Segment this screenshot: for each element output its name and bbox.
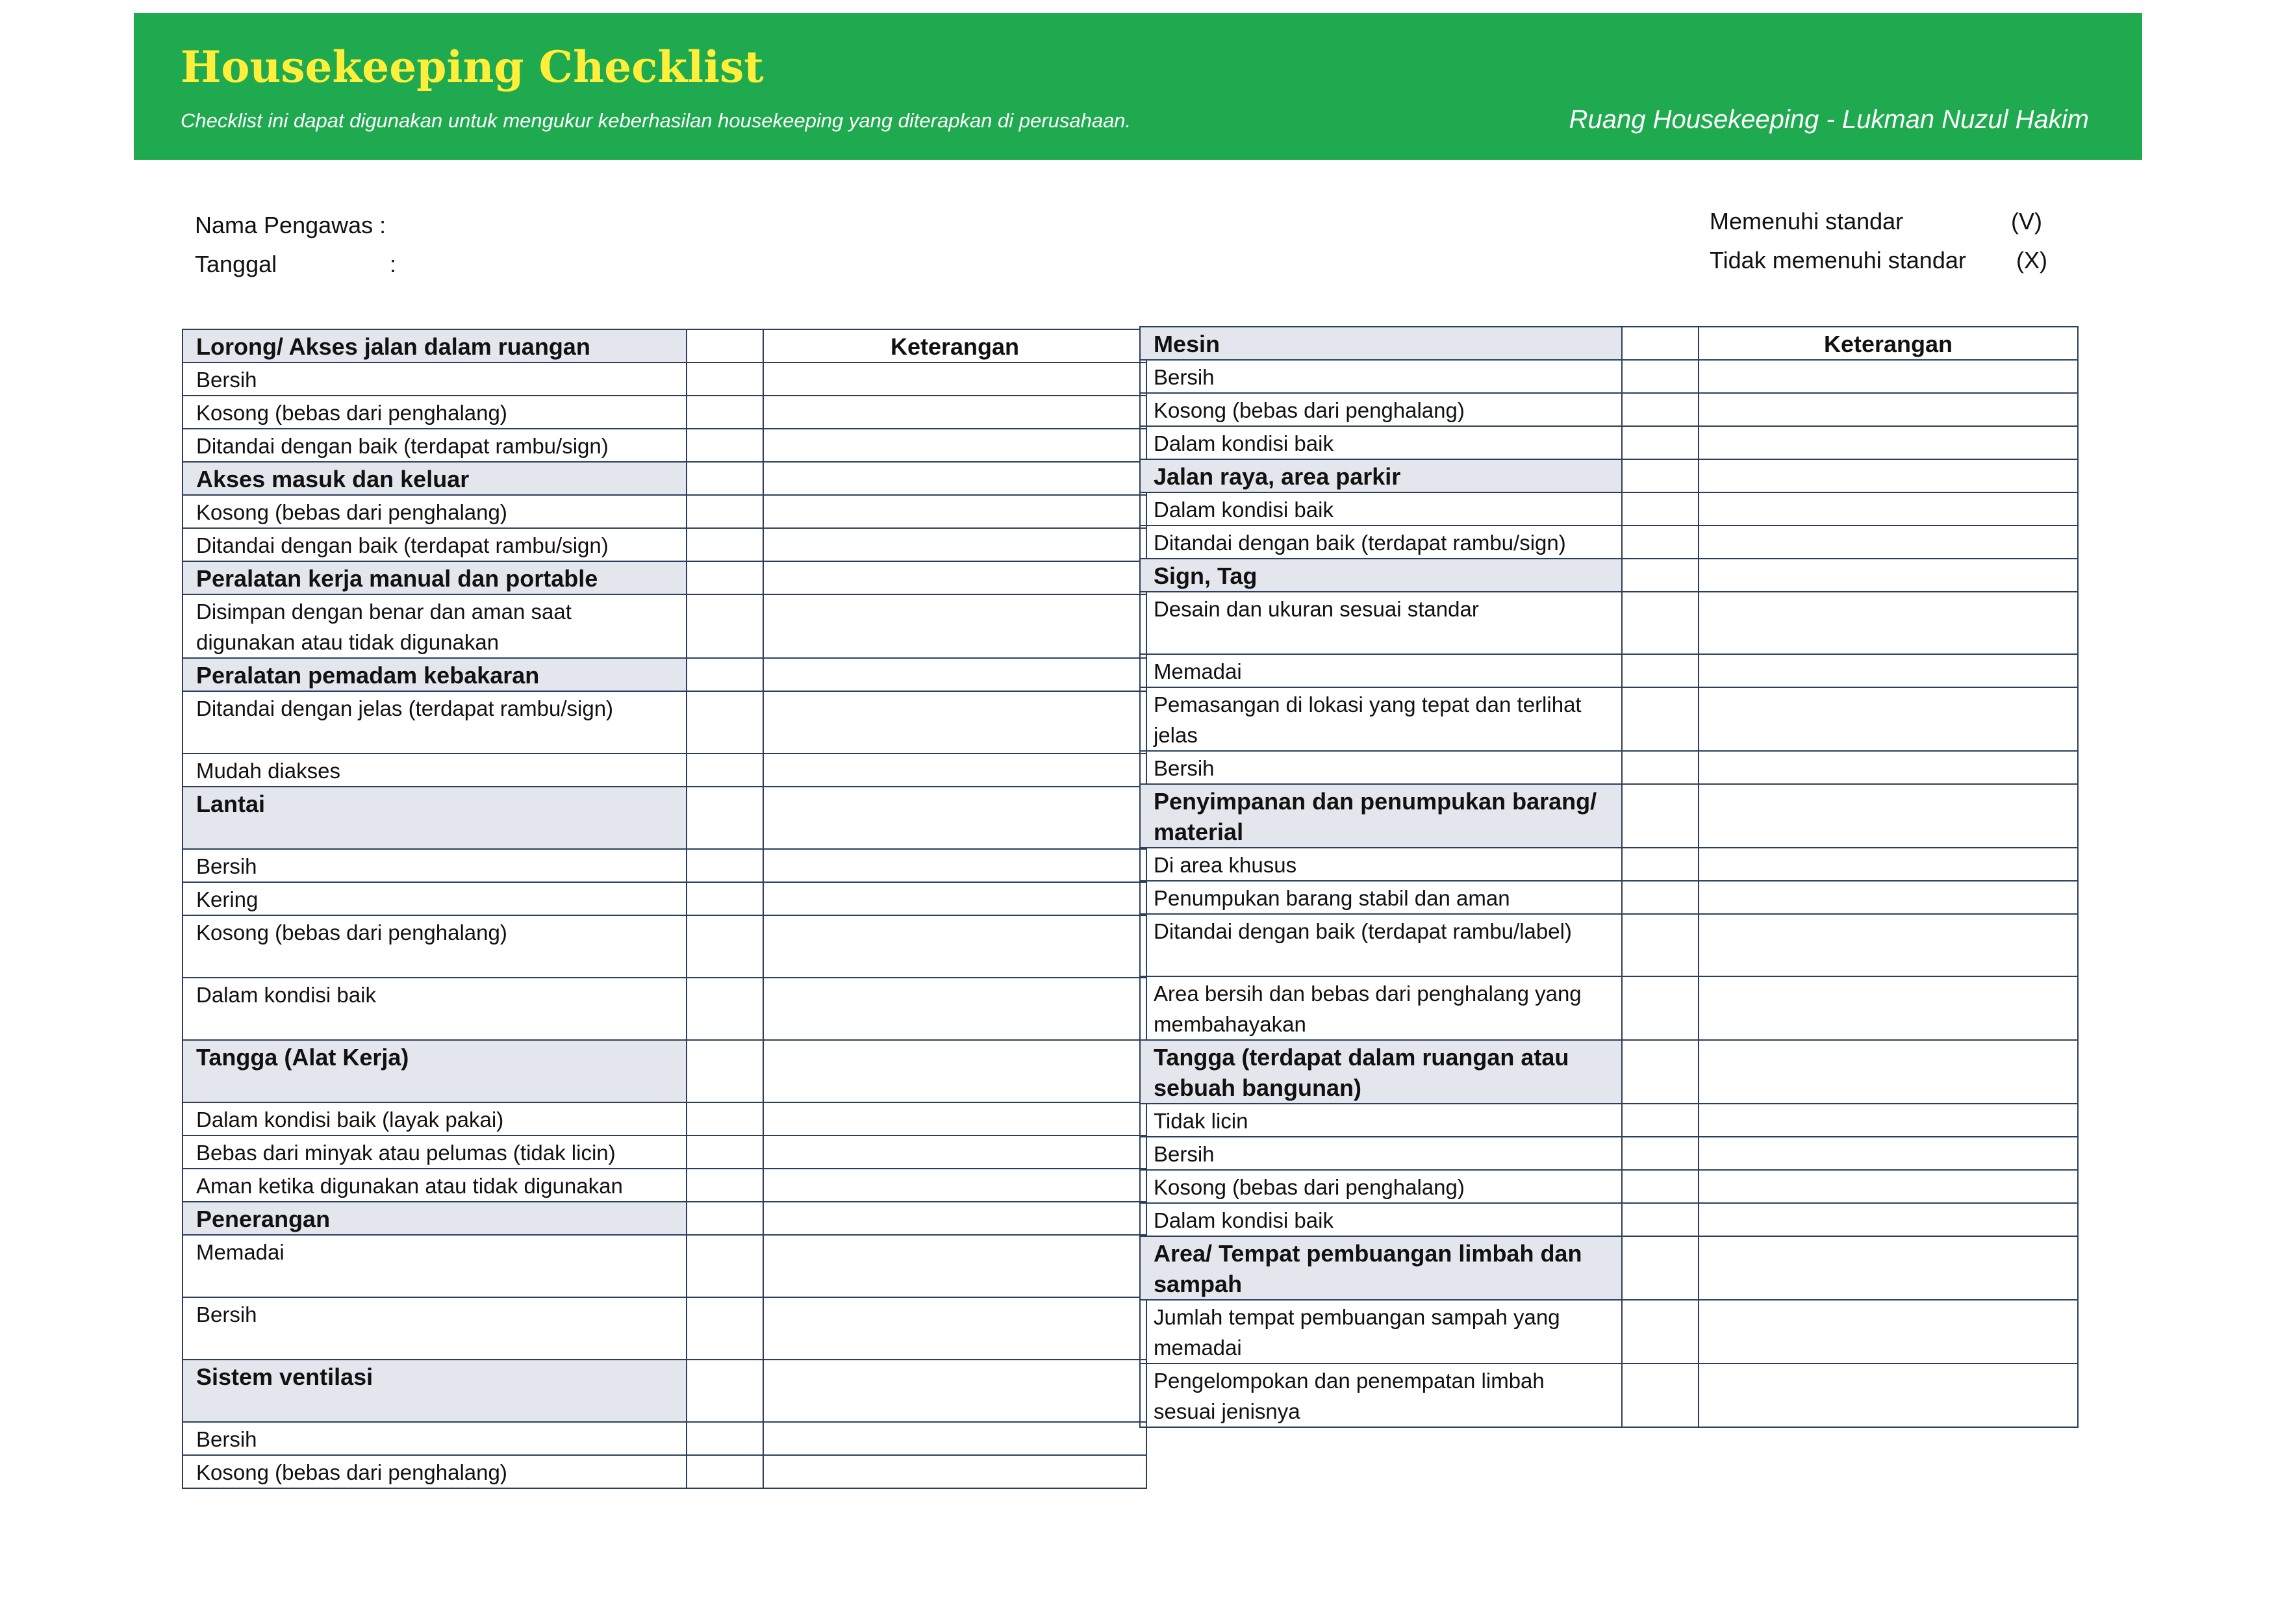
check-cell[interactable]: [687, 849, 763, 882]
keterangan-cell[interactable]: [1699, 393, 2078, 426]
item-label: Dalam kondisi baik: [183, 978, 687, 1040]
author-credit: Ruang Housekeeping - Lukman Nuzul Hakim: [1569, 105, 2089, 134]
check-cell[interactable]: [1622, 426, 1699, 459]
left-item-row: [183, 429, 1146, 462]
right-item-row: [1140, 914, 2078, 976]
keterangan-cell[interactable]: [763, 754, 1146, 787]
keterangan-cell[interactable]: [763, 978, 1146, 1040]
left-item-row: [183, 396, 1146, 429]
left-item-row: [183, 754, 1146, 787]
item-label: Bersih: [183, 362, 687, 396]
right-item-row: [1140, 881, 2078, 914]
right-section-row: [1140, 327, 2078, 360]
keterangan-cell[interactable]: [1699, 459, 2078, 492]
keterangan-cell[interactable]: [763, 462, 1146, 495]
right-item-row: [1140, 848, 2078, 881]
item-label: Pemasangan di lokasi yang tepat dan terlihat jelas: [1140, 687, 1622, 751]
item-label: Ditandai dengan jelas (terdapat rambu/sign): [183, 691, 687, 754]
item-label: Kosong (bebas dari penghalang): [183, 495, 687, 528]
keterangan-cell[interactable]: [763, 396, 1146, 429]
keterangan-cell[interactable]: [763, 1297, 1146, 1360]
check-cell[interactable]: [1622, 914, 1699, 976]
keterangan-cell[interactable]: [763, 1040, 1146, 1102]
left-section-row: [183, 787, 1146, 849]
check-cell[interactable]: [687, 1455, 763, 1488]
section-heading: Peralatan kerja manual dan portable: [183, 561, 687, 594]
left-section-row: [183, 1040, 1146, 1102]
keterangan-cell[interactable]: [1699, 1170, 2078, 1203]
keterangan-cell[interactable]: [763, 429, 1146, 462]
legend-meets-mark: (V): [2011, 208, 2042, 235]
right-item-row: [1140, 1364, 2078, 1427]
item-label: Memadai: [1140, 654, 1622, 687]
check-cell[interactable]: [687, 1297, 763, 1360]
item-label: Kosong (bebas dari penghalang): [183, 1455, 687, 1488]
left-item-row: [183, 528, 1146, 561]
item-label: Bersih: [1140, 1137, 1622, 1170]
item-label: Bebas dari minyak atau pelumas (tidak licin): [183, 1136, 687, 1169]
item-label: Penumpukan barang stabil dan aman: [1140, 881, 1622, 914]
left-section-row: [183, 658, 1146, 691]
check-cell[interactable]: [1622, 492, 1699, 526]
item-label: Tidak licin: [1140, 1104, 1622, 1137]
check-cell[interactable]: [687, 594, 763, 658]
left-item-row: [183, 1102, 1146, 1136]
keterangan-cell[interactable]: [763, 1169, 1146, 1202]
right-item-row: [1140, 393, 2078, 426]
keterangan-cell[interactable]: [1699, 1236, 2078, 1300]
keterangan-cell[interactable]: [1699, 1203, 2078, 1236]
keterangan-cell[interactable]: [763, 1136, 1146, 1169]
check-cell[interactable]: [687, 528, 763, 561]
check-cell[interactable]: [1622, 687, 1699, 751]
check-cell[interactable]: [1622, 1040, 1699, 1104]
keterangan-cell[interactable]: [763, 362, 1146, 396]
section-heading: Akses masuk dan keluar: [183, 462, 687, 495]
check-cell[interactable]: [687, 1202, 763, 1235]
check-cell[interactable]: [687, 1360, 763, 1422]
item-label: Area bersih dan bebas dari penghalang yang membahayakan: [1140, 976, 1622, 1040]
right-item-row: [1140, 1104, 2078, 1137]
keterangan-cell[interactable]: [1699, 1040, 2078, 1104]
check-cell[interactable]: [687, 978, 763, 1040]
legend-fails-label: Tidak memenuhi standar: [1710, 247, 1966, 273]
item-label: Dalam kondisi baik: [1140, 492, 1622, 526]
check-cell[interactable]: [687, 561, 763, 594]
check-cell[interactable]: [1622, 1236, 1699, 1300]
section-heading: Penyimpanan dan penumpukan barang/ material: [1140, 784, 1622, 848]
item-label: Ditandai dengan baik (terdapat rambu/sign): [183, 429, 687, 462]
left-item-row: [183, 882, 1146, 915]
supervisor-field[interactable]: [195, 212, 386, 239]
check-cell[interactable]: [687, 1422, 763, 1455]
check-cell[interactable]: [687, 1169, 763, 1202]
keterangan-cell[interactable]: [1699, 1137, 2078, 1170]
check-cell[interactable]: [1622, 1104, 1699, 1137]
right-item-row: [1140, 751, 2078, 784]
left-item-row: [183, 594, 1146, 658]
section-heading: Sistem ventilasi: [183, 1360, 687, 1422]
date-label: Tanggal: [195, 251, 277, 277]
item-label: Bersih: [1140, 360, 1622, 393]
left-section-row: [183, 1360, 1146, 1422]
left-item-row: [183, 915, 1146, 978]
right-item-row: [1140, 1300, 2078, 1364]
check-cell[interactable]: [687, 691, 763, 754]
item-label: Dalam kondisi baik: [1140, 1203, 1622, 1236]
right-item-row: [1140, 492, 2078, 526]
keterangan-cell[interactable]: [1699, 1104, 2078, 1137]
section-heading: Tangga (Alat Kerja): [183, 1040, 687, 1102]
keterangan-cell[interactable]: [1699, 848, 2078, 881]
check-cell[interactable]: [1622, 393, 1699, 426]
right-item-row: [1140, 1203, 2078, 1236]
date-field[interactable]: [195, 251, 397, 278]
check-cell[interactable]: [1622, 1170, 1699, 1203]
left-checklist-table: [182, 329, 1147, 1489]
item-label: Bersih: [183, 1422, 687, 1455]
item-label: Mudah diakses: [183, 754, 687, 787]
header-banner: [134, 13, 2142, 160]
left-item-row: [183, 1235, 1146, 1297]
section-heading: Area/ Tempat pembuangan limbah dan sampah: [1140, 1236, 1622, 1300]
item-label: Kosong (bebas dari penghalang): [1140, 1170, 1622, 1203]
right-item-row: [1140, 360, 2078, 393]
item-label: Kosong (bebas dari penghalang): [1140, 393, 1622, 426]
check-cell[interactable]: [687, 396, 763, 429]
check-cell[interactable]: [1622, 459, 1699, 492]
check-cell[interactable]: [687, 329, 763, 362]
check-cell[interactable]: [687, 882, 763, 915]
keterangan-cell[interactable]: [763, 691, 1146, 754]
check-cell[interactable]: [687, 362, 763, 396]
check-cell[interactable]: [1622, 751, 1699, 784]
check-cell[interactable]: [1622, 360, 1699, 393]
left-item-row: [183, 1297, 1146, 1360]
date-colon: :: [390, 251, 397, 277]
keterangan-cell[interactable]: [763, 915, 1146, 978]
item-label: Kering: [183, 882, 687, 915]
right-item-row: [1140, 687, 2078, 751]
item-label: Ditandai dengan baik (terdapat rambu/sign): [1140, 526, 1622, 559]
check-cell[interactable]: [1622, 784, 1699, 848]
left-item-row: [183, 1422, 1146, 1455]
check-cell[interactable]: [1622, 526, 1699, 559]
keterangan-cell[interactable]: [763, 787, 1146, 849]
left-item-row: [183, 1136, 1146, 1169]
keterangan-header: Keterangan: [763, 329, 1146, 362]
keterangan-cell[interactable]: [763, 882, 1146, 915]
item-label: Pengelompokan dan penempatan limbah sesuai jenisnya: [1140, 1364, 1622, 1427]
page-subtitle: Checklist ini dapat digunakan untuk mengukur keberhasilan housekeeping yang diterapkan di perusahaan.: [181, 109, 1132, 132]
page-title: Housekeeping Checklist: [181, 42, 764, 92]
check-cell[interactable]: [1622, 1364, 1699, 1427]
section-heading: Lantai: [183, 787, 687, 849]
item-label: Desain dan ukuran sesuai standar: [1140, 592, 1622, 654]
left-item-row: [183, 1169, 1146, 1202]
keterangan-cell[interactable]: [1699, 526, 2078, 559]
keterangan-cell[interactable]: [1699, 360, 2078, 393]
check-cell[interactable]: [687, 1040, 763, 1102]
keterangan-cell[interactable]: [1699, 592, 2078, 654]
check-cell[interactable]: [1622, 327, 1699, 360]
keterangan-cell[interactable]: [1699, 976, 2078, 1040]
check-cell[interactable]: [687, 1235, 763, 1297]
check-cell[interactable]: [1622, 592, 1699, 654]
keterangan-cell[interactable]: [763, 849, 1146, 882]
keterangan-cell[interactable]: [763, 1235, 1146, 1297]
section-heading: Jalan raya, area parkir: [1140, 459, 1622, 492]
check-cell[interactable]: [687, 429, 763, 462]
check-cell[interactable]: [687, 1136, 763, 1169]
item-label: Aman ketika digunakan atau tidak digunakan: [183, 1169, 687, 1202]
right-section-row: [1140, 784, 2078, 848]
keterangan-cell[interactable]: [763, 1102, 1146, 1136]
supervisor-label: Nama Pengawas :: [195, 212, 386, 238]
section-heading: Lorong/ Akses jalan dalam ruangan: [183, 329, 687, 362]
right-section-row: [1140, 559, 2078, 592]
item-label: Bersih: [183, 849, 687, 882]
right-item-row: [1140, 654, 2078, 687]
check-cell[interactable]: [1622, 654, 1699, 687]
check-cell[interactable]: [687, 1102, 763, 1136]
keterangan-cell[interactable]: [763, 658, 1146, 691]
right-checklist-table: [1139, 326, 2079, 1428]
section-heading: Mesin: [1140, 327, 1622, 360]
item-label: Di area khusus: [1140, 848, 1622, 881]
left-section-row: [183, 329, 1146, 362]
keterangan-cell[interactable]: [1699, 654, 2078, 687]
keterangan-cell[interactable]: [763, 528, 1146, 561]
keterangan-header: Keterangan: [1699, 327, 2078, 360]
check-cell[interactable]: [687, 754, 763, 787]
keterangan-cell[interactable]: [1699, 559, 2078, 592]
left-item-row: [183, 362, 1146, 396]
item-label: Kosong (bebas dari penghalang): [183, 396, 687, 429]
left-item-row: [183, 691, 1146, 754]
keterangan-cell[interactable]: [763, 1455, 1146, 1488]
right-item-row: [1140, 976, 2078, 1040]
keterangan-cell[interactable]: [1699, 751, 2078, 784]
left-section-row: [183, 462, 1146, 495]
keterangan-cell[interactable]: [763, 1202, 1146, 1235]
item-label: Dalam kondisi baik: [1140, 426, 1622, 459]
keterangan-cell[interactable]: [763, 594, 1146, 658]
keterangan-cell[interactable]: [763, 495, 1146, 528]
left-item-row: [183, 1455, 1146, 1488]
right-item-row: [1140, 1170, 2078, 1203]
check-cell[interactable]: [687, 495, 763, 528]
check-cell[interactable]: [1622, 1203, 1699, 1236]
item-label: Bersih: [1140, 751, 1622, 784]
right-section-row: [1140, 1236, 2078, 1300]
section-heading: Peralatan pemadam kebakaran: [183, 658, 687, 691]
keterangan-cell[interactable]: [1699, 881, 2078, 914]
keterangan-cell[interactable]: [1699, 1300, 2078, 1364]
item-label: Ditandai dengan baik (terdapat rambu/label): [1140, 914, 1622, 976]
left-section-row: [183, 561, 1146, 594]
right-item-row: [1140, 592, 2078, 654]
section-heading: Tangga (terdapat dalam ruangan atau sebuah bangunan): [1140, 1040, 1622, 1104]
keterangan-cell[interactable]: [1699, 687, 2078, 751]
keterangan-cell[interactable]: [1699, 1364, 2078, 1427]
left-item-row: [183, 978, 1146, 1040]
right-item-row: [1140, 1137, 2078, 1170]
check-cell[interactable]: [687, 915, 763, 978]
check-cell[interactable]: [1622, 881, 1699, 914]
item-label: Ditandai dengan baik (terdapat rambu/sign): [183, 528, 687, 561]
legend-fails-mark: (X): [2016, 247, 2047, 273]
left-section-row: [183, 1202, 1146, 1235]
keterangan-cell[interactable]: [763, 1360, 1146, 1422]
check-cell[interactable]: [687, 462, 763, 495]
left-item-row: [183, 495, 1146, 528]
right-item-row: [1140, 526, 2078, 559]
check-cell[interactable]: [1622, 1300, 1699, 1364]
right-section-row: [1140, 1040, 2078, 1104]
check-cell[interactable]: [1622, 848, 1699, 881]
keterangan-cell[interactable]: [763, 1422, 1146, 1455]
item-label: Jumlah tempat pembuangan sampah yang memadai: [1140, 1300, 1622, 1364]
check-cell[interactable]: [687, 658, 763, 691]
keterangan-cell[interactable]: [1699, 784, 2078, 848]
keterangan-cell[interactable]: [763, 561, 1146, 594]
check-cell[interactable]: [687, 787, 763, 849]
keterangan-cell[interactable]: [1699, 914, 2078, 976]
right-item-row: [1140, 426, 2078, 459]
item-label: Disimpan dengan benar dan aman saat digunakan atau tidak digunakan: [183, 594, 687, 658]
check-cell[interactable]: [1622, 559, 1699, 592]
legend-meets-label: Memenuhi standar: [1710, 208, 1904, 235]
section-heading: Penerangan: [183, 1202, 687, 1235]
keterangan-cell[interactable]: [1699, 426, 2078, 459]
item-label: Kosong (bebas dari penghalang): [183, 915, 687, 978]
keterangan-cell[interactable]: [1699, 492, 2078, 526]
right-section-row: [1140, 459, 2078, 492]
item-label: Bersih: [183, 1297, 687, 1360]
check-cell[interactable]: [1622, 1137, 1699, 1170]
left-item-row: [183, 849, 1146, 882]
section-heading: Sign, Tag: [1140, 559, 1622, 592]
check-cell[interactable]: [1622, 976, 1699, 1040]
item-label: Dalam kondisi baik (layak pakai): [183, 1102, 687, 1136]
item-label: Memadai: [183, 1235, 687, 1297]
